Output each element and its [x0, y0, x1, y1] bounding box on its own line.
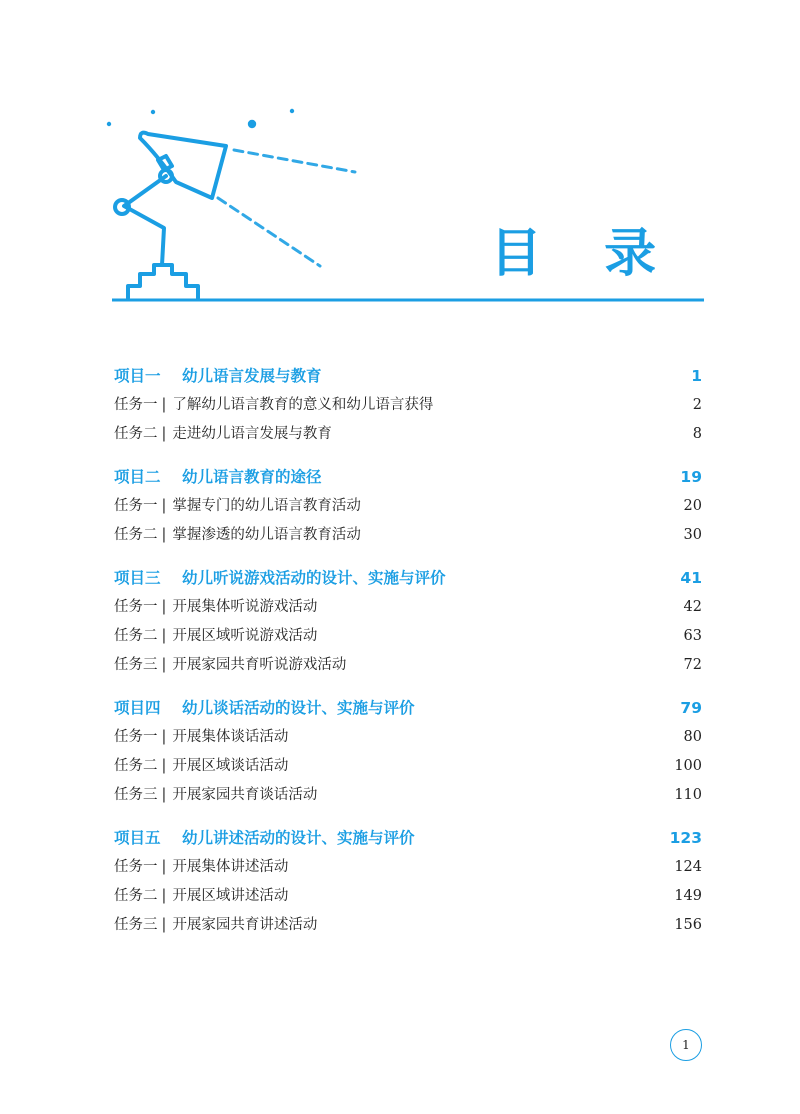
project-number: 项目一 — [114, 367, 161, 385]
toc-task-entry[interactable] — [114, 391, 702, 420]
toc-task-entry[interactable] — [114, 752, 702, 781]
task-label — [114, 593, 317, 622]
project-page-number: 123 — [669, 829, 702, 847]
task-label — [114, 391, 433, 420]
project-number: 项目四 — [114, 699, 161, 717]
task-separator: | — [161, 527, 167, 543]
project-label — [114, 362, 322, 391]
project-page-number: 1 — [691, 367, 702, 385]
page-number-badge: 1 — [670, 1029, 702, 1061]
task-number: 任务二 — [114, 426, 158, 442]
toc-task-entry[interactable] — [114, 723, 702, 752]
task-title: 走进幼儿语言发展与教育 — [172, 426, 332, 442]
toc-task-entry[interactable] — [114, 853, 702, 882]
task-number: 任务三 — [114, 787, 158, 803]
toc-task-entry[interactable] — [114, 420, 702, 449]
task-title: 开展区域讲述活动 — [172, 888, 289, 904]
task-title: 了解幼儿语言教育的意义和幼儿语言获得 — [172, 397, 434, 413]
task-label — [114, 723, 288, 752]
task-title: 开展家园共育谈话活动 — [172, 787, 318, 803]
lamp-base-icon — [128, 265, 198, 298]
toc-project-section — [114, 564, 702, 680]
task-label — [114, 853, 288, 882]
task-title: 开展区域听说游戏活动 — [172, 628, 318, 644]
task-label — [114, 752, 288, 781]
task-title: 掌握渗透的幼儿语言教育活动 — [172, 527, 361, 543]
toc-project-entry[interactable] — [114, 694, 702, 723]
toc-task-entry[interactable] — [114, 882, 702, 911]
project-page-number: 41 — [680, 569, 702, 587]
task-page-number: 149 — [674, 888, 702, 904]
project-label — [114, 463, 322, 492]
toc-task-entry[interactable] — [114, 622, 702, 651]
task-number: 任务二 — [114, 628, 158, 644]
task-separator: | — [161, 888, 167, 904]
task-page-number: 42 — [683, 599, 702, 615]
task-title: 开展集体讲述活动 — [172, 859, 289, 875]
task-page-number: 2 — [692, 397, 702, 413]
toc-project-section — [114, 463, 702, 550]
project-title: 幼儿听说游戏活动的设计、实施与评价 — [182, 569, 446, 587]
star-dot-icon — [248, 120, 256, 128]
task-separator: | — [161, 599, 167, 615]
toc-task-entry[interactable] — [114, 593, 702, 622]
task-number: 任务三 — [114, 917, 158, 933]
lamp-shade-icon — [140, 133, 226, 198]
task-number: 任务二 — [114, 758, 158, 774]
task-label — [114, 781, 317, 810]
task-title: 掌握专门的幼儿语言教育活动 — [172, 498, 361, 514]
star-dot-icon — [151, 110, 155, 114]
project-title: 幼儿讲述活动的设计、实施与评价 — [182, 829, 415, 847]
task-page-number: 20 — [683, 498, 702, 514]
task-label — [114, 492, 361, 521]
project-page-number: 79 — [680, 699, 702, 717]
task-number: 任务一 — [114, 599, 158, 615]
task-separator: | — [161, 917, 167, 933]
task-label — [114, 651, 346, 680]
task-number: 任务三 — [114, 657, 158, 673]
task-separator: | — [161, 787, 167, 803]
task-label — [114, 911, 317, 940]
toc-project-entry[interactable] — [114, 824, 702, 853]
toc-project-section — [114, 694, 702, 810]
star-dot-icon — [290, 109, 294, 113]
task-separator: | — [161, 498, 167, 514]
task-number: 任务一 — [114, 498, 158, 514]
task-page-number: 124 — [674, 859, 702, 875]
project-label — [114, 694, 415, 723]
lamp-arm-icon — [124, 176, 166, 265]
project-title: 幼儿谈话活动的设计、实施与评价 — [182, 699, 415, 717]
toc-project-entry[interactable] — [114, 564, 702, 593]
star-dot-icon — [107, 122, 111, 126]
task-page-number: 110 — [674, 787, 702, 803]
page-title: 目 录 — [490, 224, 679, 284]
task-separator: | — [161, 758, 167, 774]
task-separator: | — [161, 628, 167, 644]
toc-project-entry[interactable] — [114, 362, 702, 391]
task-number: 任务一 — [114, 397, 158, 413]
toc-task-entry[interactable] — [114, 492, 702, 521]
task-separator: | — [161, 729, 167, 745]
task-label — [114, 622, 317, 651]
toc-task-entry[interactable] — [114, 651, 702, 680]
toc-project-section — [114, 824, 702, 940]
task-label — [114, 521, 361, 550]
project-page-number: 19 — [680, 468, 702, 486]
task-page-number: 80 — [683, 729, 702, 745]
toc-task-entry[interactable] — [114, 521, 702, 550]
table-of-contents — [114, 362, 702, 954]
task-title: 开展区域谈话活动 — [172, 758, 289, 774]
task-number: 任务二 — [114, 888, 158, 904]
task-separator: | — [161, 859, 167, 875]
project-title: 幼儿语言发展与教育 — [182, 367, 322, 385]
project-title: 幼儿语言教育的途径 — [182, 468, 322, 486]
task-page-number: 72 — [683, 657, 702, 673]
task-page-number: 8 — [692, 426, 702, 442]
task-page-number: 63 — [683, 628, 702, 644]
project-label — [114, 824, 415, 853]
task-title: 开展家园共育听说游戏活动 — [172, 657, 347, 673]
task-separator: | — [161, 397, 167, 413]
task-title: 开展家园共育讲述活动 — [172, 917, 318, 933]
project-number: 项目二 — [114, 468, 161, 486]
toc-project-section — [114, 362, 702, 449]
task-label — [114, 882, 288, 911]
task-title: 开展集体谈话活动 — [172, 729, 289, 745]
task-label — [114, 420, 332, 449]
task-number: 任务一 — [114, 859, 158, 875]
light-beam-icon — [218, 198, 320, 266]
light-beam-icon — [234, 150, 355, 172]
toc-task-entry[interactable] — [114, 911, 702, 940]
task-page-number: 100 — [674, 758, 702, 774]
project-number: 项目三 — [114, 569, 161, 587]
toc-project-entry[interactable] — [114, 463, 702, 492]
task-number: 任务二 — [114, 527, 158, 543]
task-title: 开展集体听说游戏活动 — [172, 599, 318, 615]
project-label — [114, 564, 446, 593]
task-page-number: 156 — [674, 917, 702, 933]
task-page-number: 30 — [683, 527, 702, 543]
task-separator: | — [161, 426, 167, 442]
task-separator: | — [161, 657, 167, 673]
task-number: 任务一 — [114, 729, 158, 745]
toc-task-entry[interactable] — [114, 781, 702, 810]
project-number: 项目五 — [114, 829, 161, 847]
